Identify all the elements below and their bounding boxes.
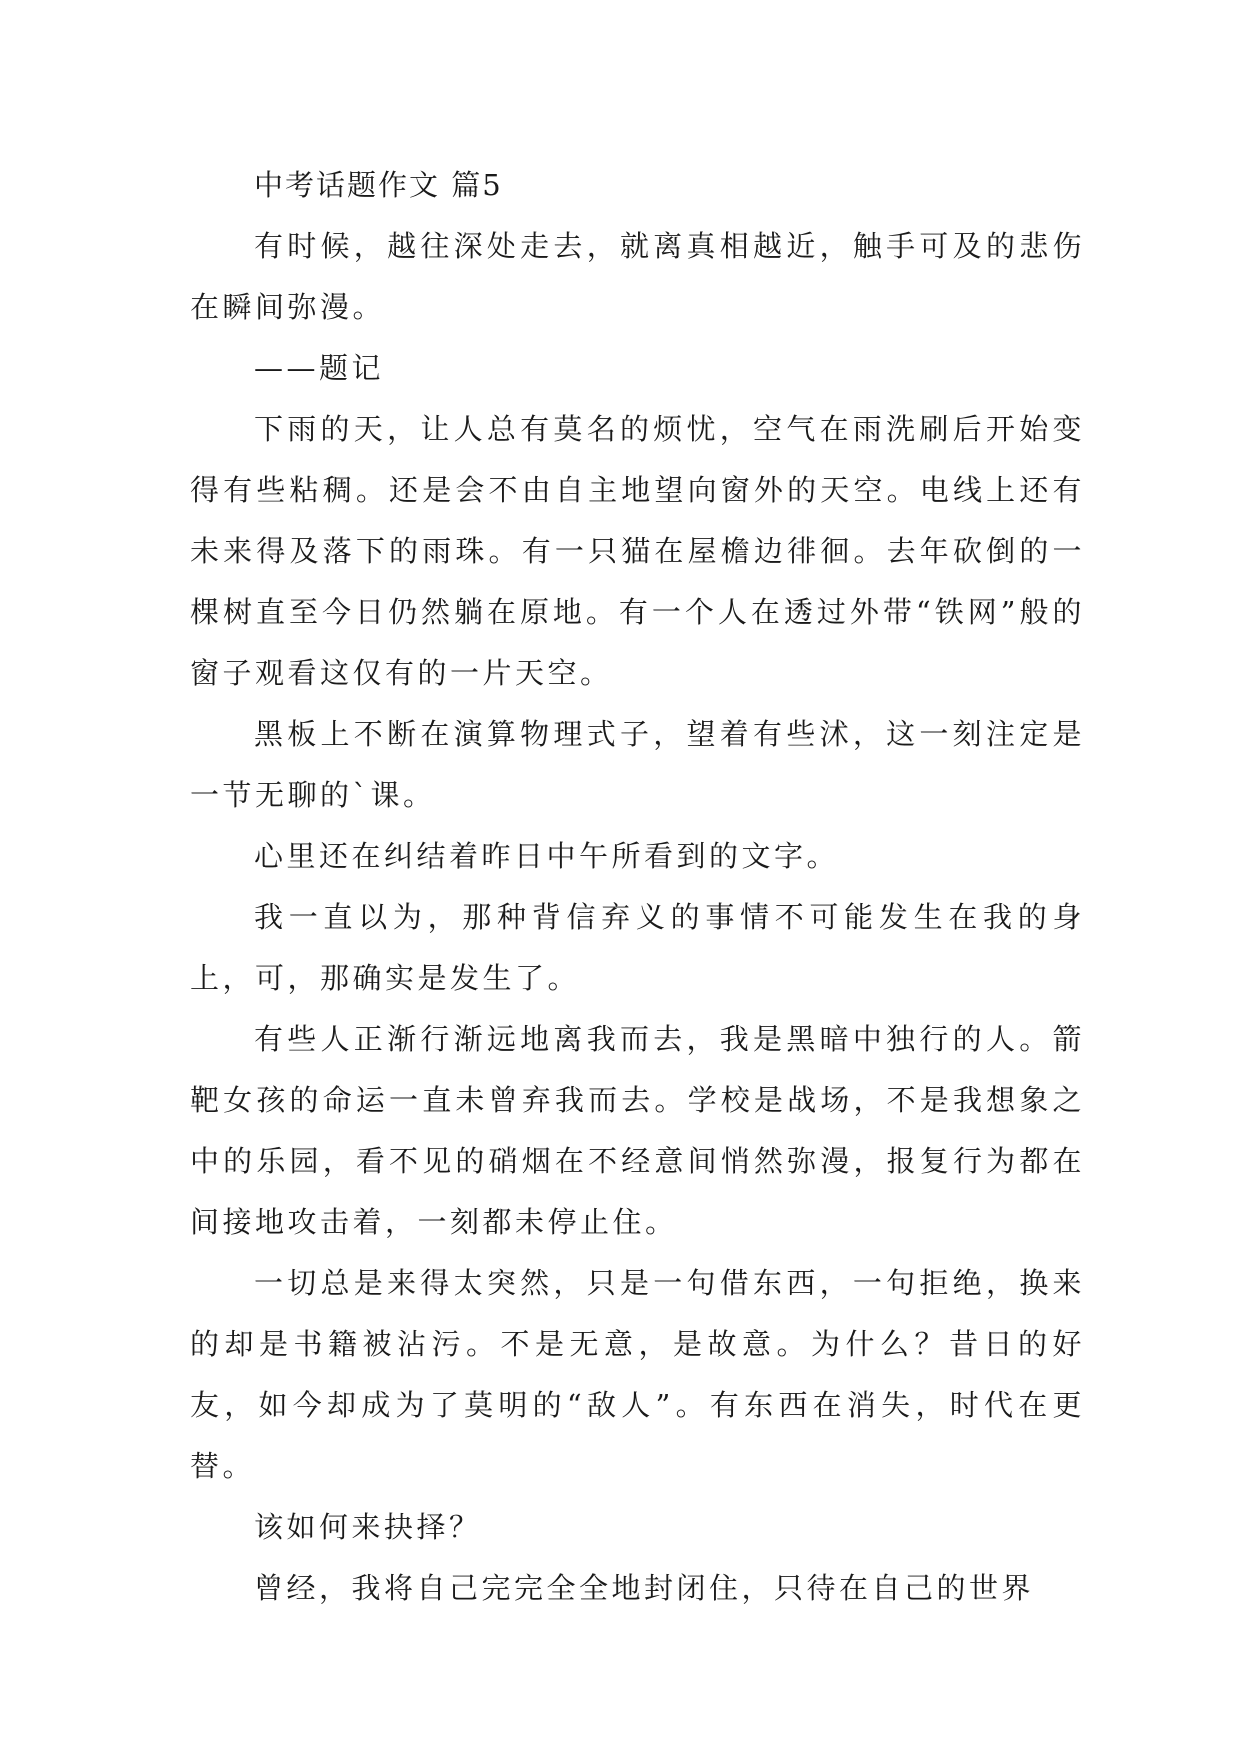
paragraph: 黑板上不断在演算物理式子，望着有些沭，这一刻注定是一节无聊的`课。 bbox=[190, 717, 1085, 812]
paragraph: 我一直以为，那种背信弃义的事情不可能发生在我的身上，可，那确实是发生了。 bbox=[190, 900, 1085, 995]
paragraph: 一切总是来得太突然，只是一句借东西，一句拒绝，换来的却是书籍被沾污。不是无意，是故意。为什么？昔日的好友，如今却成为了莫明的“敌人”。有东西在消失，时代在更替。 bbox=[190, 1266, 1085, 1483]
paragraph: 有些人正渐行渐远地离我而去，我是黑暗中独行的人。箭靶女孩的命运一直未曾弃我而去。学校是战场，不是我想象之中的乐园，看不见的硝烟在不经意间悄然弥漫，报复行为都在间接地攻击着，一刻都未停止住。 bbox=[190, 1022, 1085, 1239]
essay-title: 中考话题作文 篇5 bbox=[254, 168, 503, 202]
paragraph: 下雨的天，让人总有莫名的烦忧，空气在雨洗刷后开始变得有些粘稠。还是会不由自主地望向窗外的天空。电线上还有未来得及落下的雨珠。有一只猫在屋檐边徘徊。去年砍倒的一棵树直至今日仍然躺在原地。有一个人在透过外带“铁网”般的窗子观看这仅有的一片天空。 bbox=[190, 412, 1085, 690]
paragraph: 心里还在纠结着昨日中午所看到的文字。 bbox=[254, 839, 840, 873]
epigraph-text: 有时候，越往深处走去，就离真相越近，触手可及的悲伤在瞬间弥漫。 bbox=[190, 229, 1085, 324]
paragraph: 该如何来抉择？ bbox=[254, 1510, 482, 1544]
paragraph: 曾经，我将自己完完全全地封闭住，只待在自己的世界 bbox=[254, 1571, 1035, 1605]
essay-body bbox=[190, 155, 1085, 1619]
epigraph-attribution: ——题记 bbox=[254, 351, 385, 385]
